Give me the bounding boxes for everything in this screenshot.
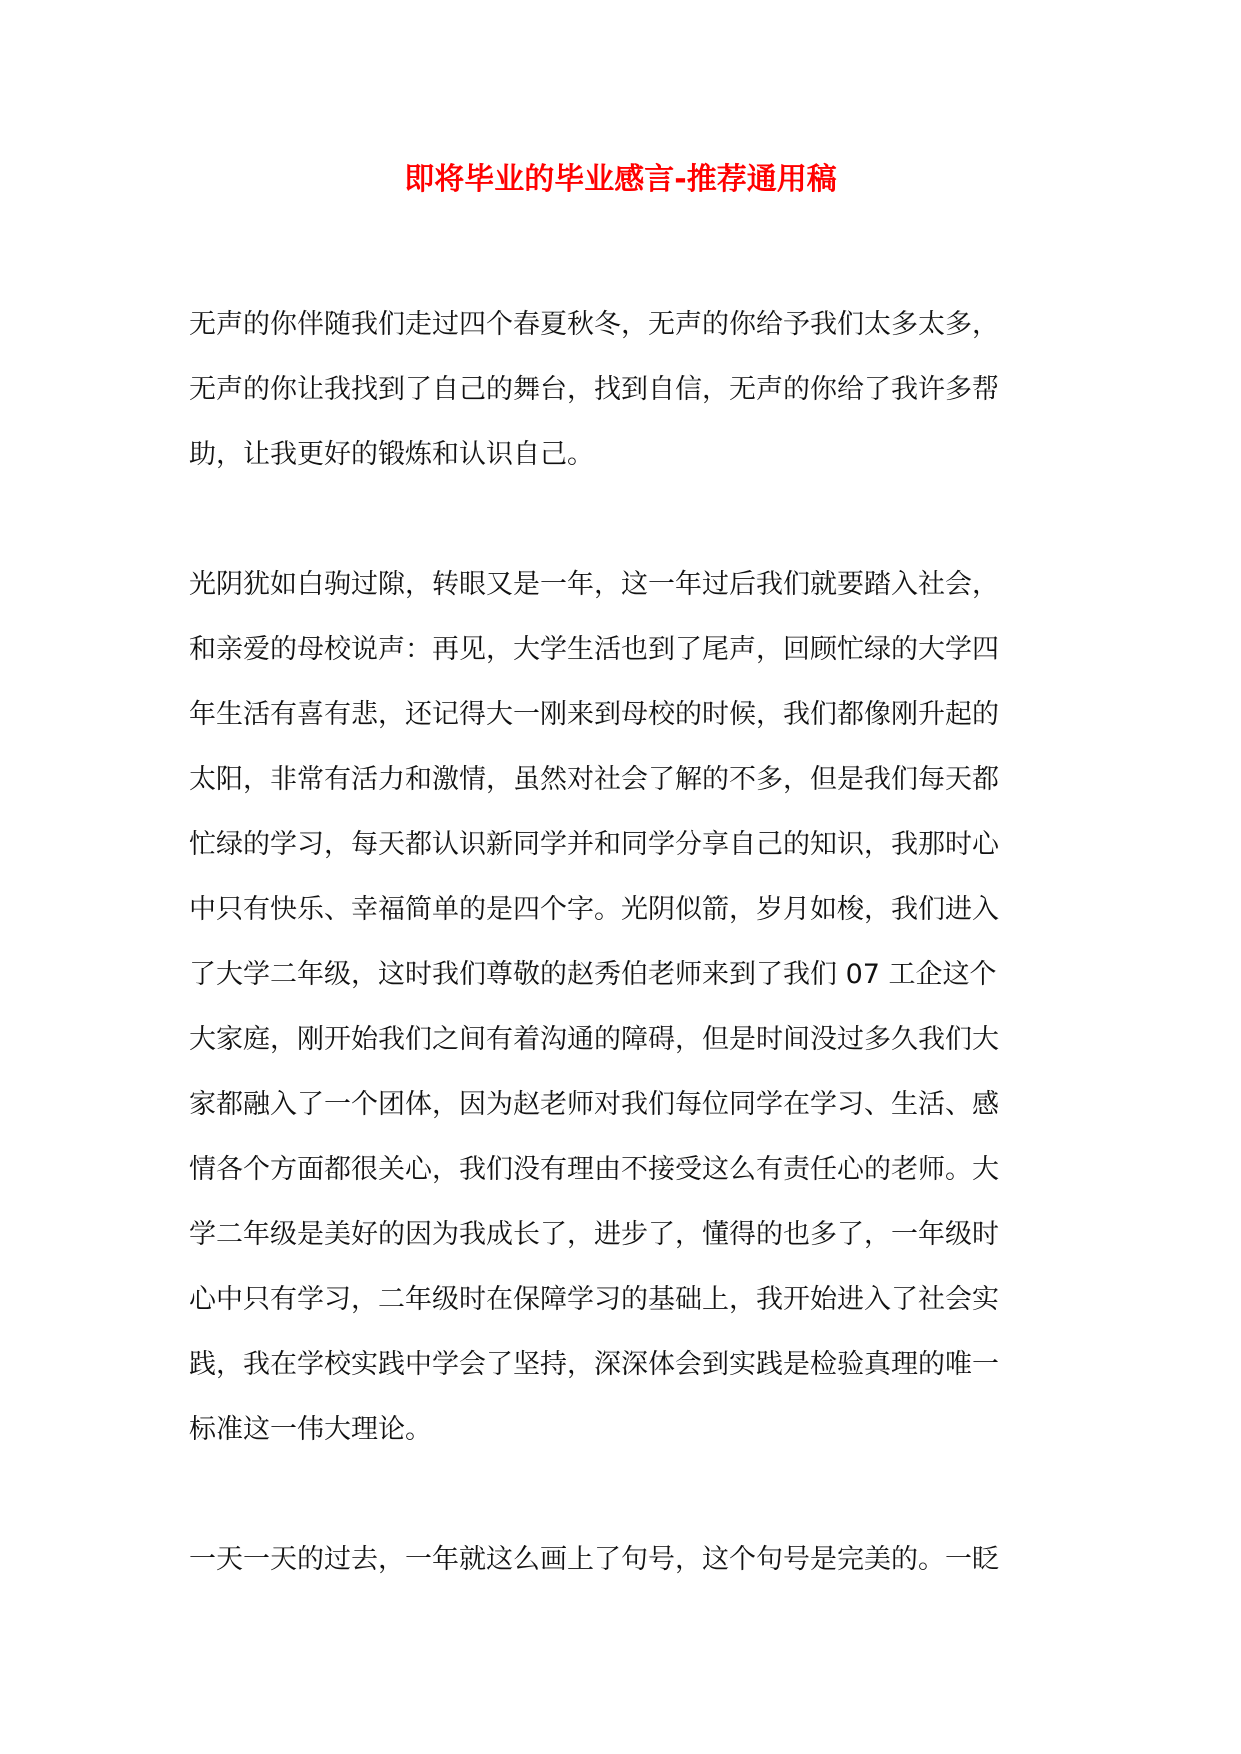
paragraph-line: 助，让我更好的锻炼和认识自己。 <box>189 439 594 470</box>
paragraph-line: 心中只有学习，二年级时在保障学习的基础上，我开始进入了社会实 <box>189 1284 999 1315</box>
paragraph-line: 和亲爱的母校说声：再见，大学生活也到了尾声，回顾忙绿的大学四 <box>189 634 999 665</box>
paragraph-line: 情各个方面都很关心，我们没有理由不接受这么有责任心的老师。大 <box>189 1154 999 1185</box>
paragraph-line: 太阳，非常有活力和激情，虽然对社会了解的不多，但是我们每天都 <box>189 764 999 795</box>
paragraph-line: 年生活有喜有悲，还记得大一刚来到母校的时候，我们都像刚升起的 <box>189 699 999 730</box>
paragraph-1 <box>189 292 1069 487</box>
document-body <box>189 292 1069 1657</box>
paragraph-line: 学二年级是美好的因为我成长了，进步了，懂得的也多了，一年级时 <box>189 1219 999 1250</box>
paragraph-line: 无声的你让我找到了自己的舞台，找到自信，无声的你给了我许多帮 <box>189 374 999 405</box>
paragraph-2 <box>189 552 1069 1462</box>
paragraph-line: 标准这一伟大理论。 <box>189 1414 432 1445</box>
paragraph-line: 家都融入了一个团体，因为赵老师对我们每位同学在学习、生活、感 <box>189 1089 999 1120</box>
document-title: 即将毕业的毕业感言-推荐通用稿 <box>404 162 837 197</box>
paragraph-line: 一天一天的过去，一年就这么画上了句号，这个句号是完美的。一眨 <box>189 1544 999 1575</box>
paragraph-line: 大家庭，刚开始我们之间有着沟通的障碍，但是时间没过多久我们大 <box>189 1024 999 1055</box>
paragraph-line: 忙绿的学习，每天都认识新同学并和同学分享自己的知识，我那时心 <box>189 829 999 860</box>
paragraph-line: 中只有快乐、幸福简单的是四个字。光阴似箭，岁月如梭，我们进入 <box>189 894 999 925</box>
paragraph-line: 光阴犹如白驹过隙，转眼又是一年，这一年过后我们就要踏入社会， <box>189 569 999 600</box>
paragraph-3 <box>189 1527 1069 1592</box>
paragraph-line: 践，我在学校实践中学会了坚持，深深体会到实践是检验真理的唯一 <box>189 1349 999 1380</box>
paragraph-line: 无声的你伴随我们走过四个春夏秋冬，无声的你给予我们太多太多， <box>189 309 999 340</box>
paragraph-line: 了大学二年级，这时我们尊敬的赵秀伯老师来到了我们 07 工企这个 <box>189 959 997 990</box>
